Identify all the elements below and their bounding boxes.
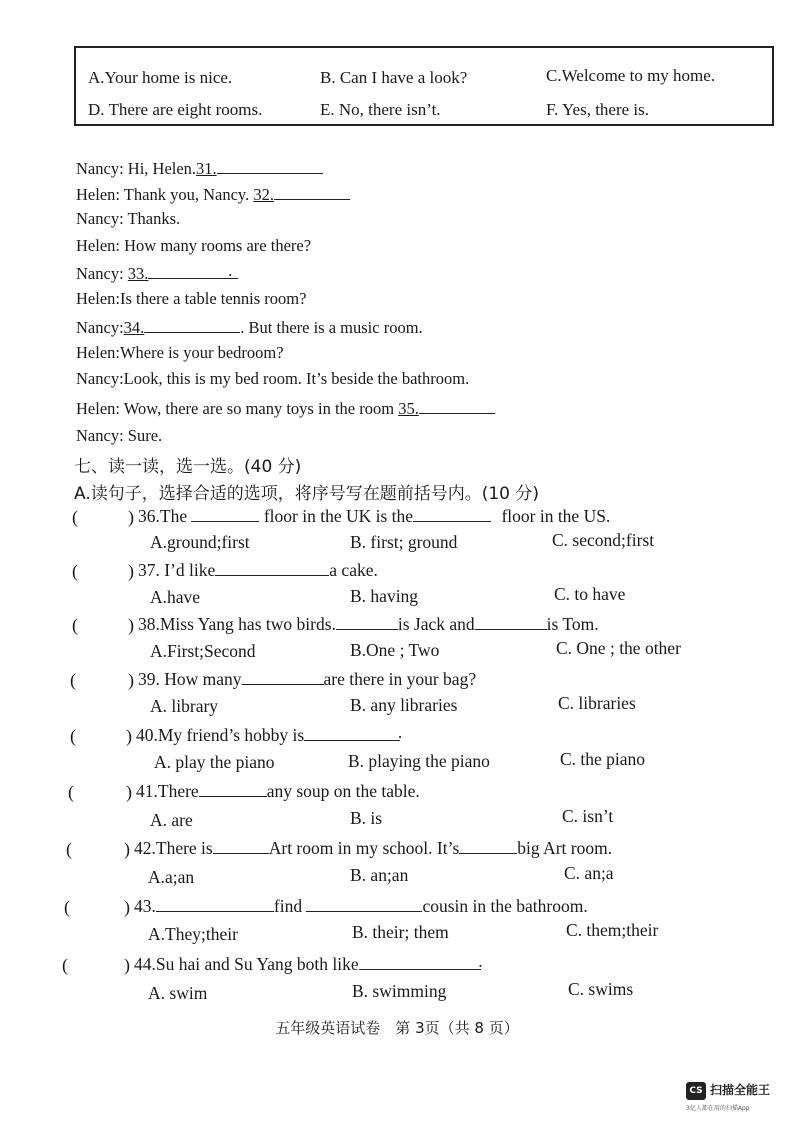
choice-b[interactable]: B. an;an [350,865,409,885]
question-42: 42.There is Art room in my school. It’s big Art room. [134,838,613,858]
answer-paren[interactable]: ( [72,561,78,581]
question-37: 37. I’d like a cake. [138,560,378,580]
choice-c[interactable]: C. second;first [552,530,655,550]
question-43: 43. find cousin in the bathroom. [134,896,588,916]
choice-b[interactable]: B. having [350,586,419,606]
answer-paren-close: ) [126,726,132,746]
answer-paren[interactable]: ( [70,726,76,746]
answer-paren-close: ) [124,955,130,975]
dialogue-line-8: Helen:Where is your bedroom? [76,343,284,362]
choice-a[interactable]: A.ground;first [150,532,250,552]
blank-line[interactable] [156,895,274,912]
question-38: 38.Miss Yang has two birds. is Jack and is Tom. [138,614,599,634]
answer-paren-close: ) [128,670,134,690]
dialogue-line-10: Helen: Wow, there are so many toys in the room 35. [76,397,495,419]
blank-line[interactable] [475,613,547,630]
option-e: E. No, there isn’t. [320,100,441,119]
question-39: 39. How many are there in your bag? [138,669,477,689]
answer-paren-close: ) [128,615,134,635]
section-title: 七、读一读，选一选。(40 分) [74,457,302,477]
answer-blank-35[interactable]: 35. [398,399,419,418]
answer-paren[interactable]: ( [68,782,74,802]
blank-line[interactable] [144,316,240,333]
choice-a[interactable]: A.a;an [148,867,195,887]
answer-paren-close: ) [124,839,130,859]
answer-blank-31[interactable]: 31. [196,159,217,178]
blank-line[interactable] [274,183,350,200]
choice-c[interactable]: C. the piano [560,749,646,769]
dialogue-line-9: Nancy:Look, this is my bed room. It’s beside the bathroom. [76,369,470,388]
camscanner-logo-icon: CS [686,1082,706,1100]
choice-c[interactable]: C. an;a [564,863,614,883]
blank-line[interactable]: . [148,262,238,279]
choice-b[interactable]: B.One ; Two [350,640,440,660]
choice-c[interactable]: C. to have [554,584,626,604]
answer-paren-close: ) [126,782,132,802]
choice-b[interactable]: B. their; them [352,922,449,942]
watermark-subtitle: 3亿人都在用的扫描App [686,1105,750,1112]
choice-a[interactable]: A.First;Second [150,641,256,661]
choice-c[interactable]: C. swims [568,979,634,999]
blank-line[interactable] [215,559,329,576]
blank-line[interactable] [199,780,267,797]
dialogue-line-2: Helen: Thank you, Nancy. 32. [76,183,350,205]
option-a: A.Your home is nice. [88,68,233,87]
blank-line[interactable] [336,613,398,630]
choice-a[interactable]: A.They;their [148,924,238,944]
blank-line[interactable]: . [304,724,400,741]
page-footer: 五年级英语试卷 第 3页（共 8 页） [275,1019,519,1037]
blank-line[interactable] [191,505,259,522]
choice-c[interactable]: C. them;their [566,920,659,940]
blank-line[interactable]: . [359,953,481,970]
choice-c[interactable]: C. libraries [558,693,636,713]
dialogue-line-3: Nancy: Thanks. [76,209,181,228]
answer-paren[interactable]: ( [70,670,76,690]
answer-paren-close: ) [128,507,134,527]
question-40: 40.My friend’s hobby is . [136,722,403,745]
choice-a[interactable]: A. are [150,810,193,830]
choice-b[interactable]: B. first; ground [350,532,458,552]
dialogue-line-7: Nancy:34. . But there is a music room. [76,318,423,337]
answer-paren[interactable]: ( [72,507,78,527]
scanner-watermark [686,1080,786,1114]
watermark-title: 扫描全能王 [710,1083,771,1097]
question-44: 44.Su hai and Su Yang both like . [134,951,483,974]
answer-paren[interactable]: ( [64,897,70,917]
answer-paren[interactable]: ( [62,955,68,975]
blank-line[interactable] [419,397,495,414]
choice-b[interactable]: B. any libraries [350,695,458,715]
answer-blank-34[interactable]: 34. [123,318,145,337]
dialogue-line-1: Nancy: Hi, Helen.31. [76,157,323,179]
dialogue-line-4: Helen: How many rooms are there? [76,236,312,255]
choice-a[interactable]: A. library [150,696,219,716]
question-36: 36.The floor in the UK is the floor in the US. [138,506,611,526]
choice-b[interactable]: B. playing the piano [348,751,490,771]
choice-b[interactable]: B. is [350,808,383,828]
answer-blank-32[interactable]: 32. [253,185,274,204]
options-box [74,46,774,126]
blank-line[interactable] [242,668,324,685]
option-b: B. Can I have a look? [320,68,468,87]
blank-line[interactable] [213,837,269,854]
choice-b[interactable]: B. swimming [352,981,447,1001]
choice-a[interactable]: A.have [150,587,201,607]
option-f: F. Yes, there is. [546,100,650,119]
blank-line[interactable] [459,837,517,854]
dialogue-line-6: Helen:Is there a table tennis room? [76,289,307,308]
option-d: D. There are eight rooms. [88,100,263,119]
blank-line[interactable] [413,505,491,522]
answer-paren[interactable]: ( [66,839,72,859]
answer-paren[interactable]: ( [72,615,78,635]
question-41: 41.There any soup on the table. [136,781,420,801]
dialogue-line-11: Nancy: Sure. [76,426,163,445]
section-subtitle: A.读句子，选择合适的选项，将序号写在题前括号内。(10 分) [74,484,540,504]
answer-paren-close: ) [124,897,130,917]
blank-line[interactable] [217,157,323,174]
answer-paren-close: ) [128,561,134,581]
blank-line[interactable] [306,895,422,912]
choice-a[interactable]: A. swim [148,983,208,1003]
choice-a[interactable]: A. play the piano [154,752,275,772]
dialogue-line-5: Nancy: 33. . [76,262,238,284]
option-c: C.Welcome to my home. [546,66,716,85]
answer-blank-33[interactable]: 33. [127,264,149,283]
choice-c[interactable]: C. isn’t [562,806,614,826]
choice-c[interactable]: C. One ; the other [556,638,681,658]
